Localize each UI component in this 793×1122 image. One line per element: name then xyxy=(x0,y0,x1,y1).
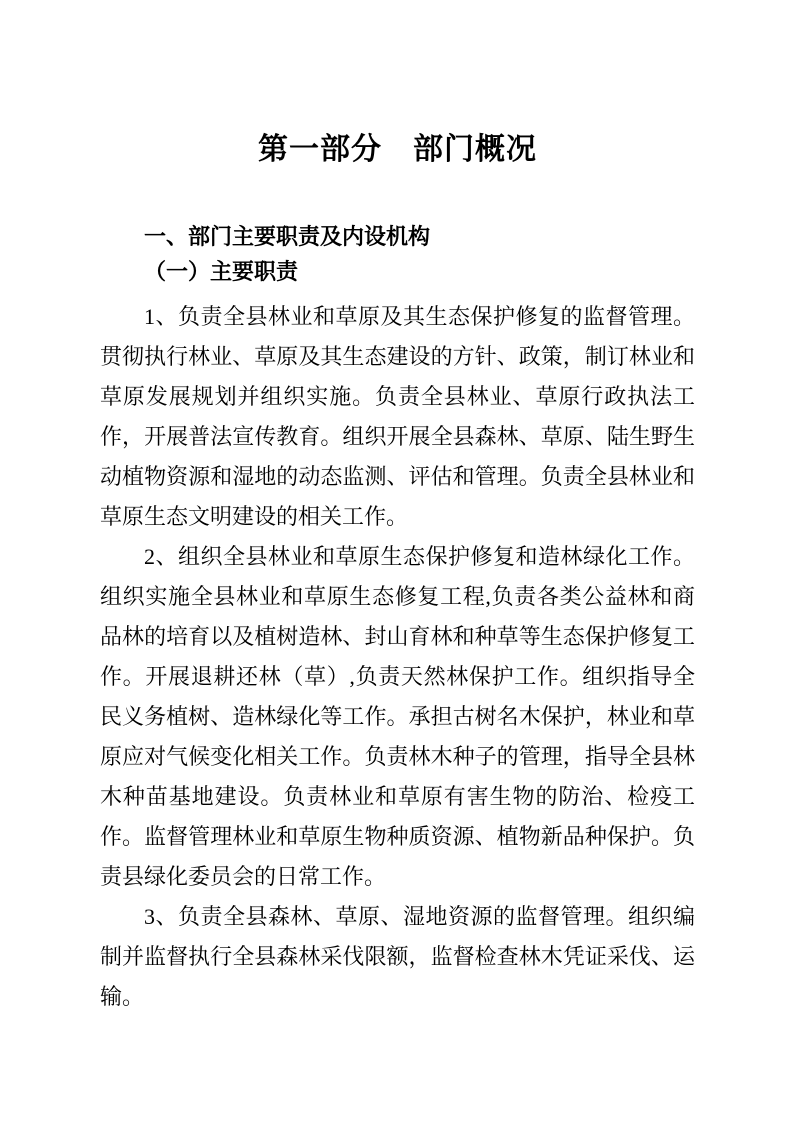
document-title: 第一部分 部门概况 xyxy=(258,133,537,166)
paragraph-duty-3: 3、负责全县森林、草原、湿地资源的监督管理。组织编制并监督执行全县森林采伐限额，监督检查林木凭证采伐、运输。 xyxy=(100,904,695,1009)
section-heading-main-duties: 一、部门主要职责及内设机构 xyxy=(144,224,431,249)
paragraph-duty-1: 1、负责全县林业和草原及其生态保护修复的监督管理。贯彻执行林业、草原及其生态建设的方针、政策，制订林业和草原发展规划并组织实施。负责全县林业、草原行政执法工作，开展普法宣传教育。组织开展全县森林、草原、陆生野生动植物资源和湿地的动态监测、评估和管理。负责全县林业和草原生态文明建设的相关工作。 xyxy=(100,304,695,529)
page-content xyxy=(100,0,695,1017)
subsection-heading-main-duties: （一）主要职责 xyxy=(144,259,299,284)
paragraph-duty-2: 2、组织全县林业和草原生态保护修复和造林绿化工作。组织实施全县林业和草原生态修复工程,负责各类公益林和商品林的培育以及植树造林、封山育林和种草等生态保护修复工作。开展退耕还林（草）,负责天然林保护工作。组织指导全民义务植树、造林绿化等工作。承担古树名木保护，林业和草原应对气候变化相关工作。负责林木种子的管理，指导全县林木种苗基地建设。负责林业和草原有害生物的防治、检疫工作。监督管理林业和草原生物种质资源、植物新品种保护。负责县绿化委员会的日常工作。 xyxy=(100,544,695,889)
